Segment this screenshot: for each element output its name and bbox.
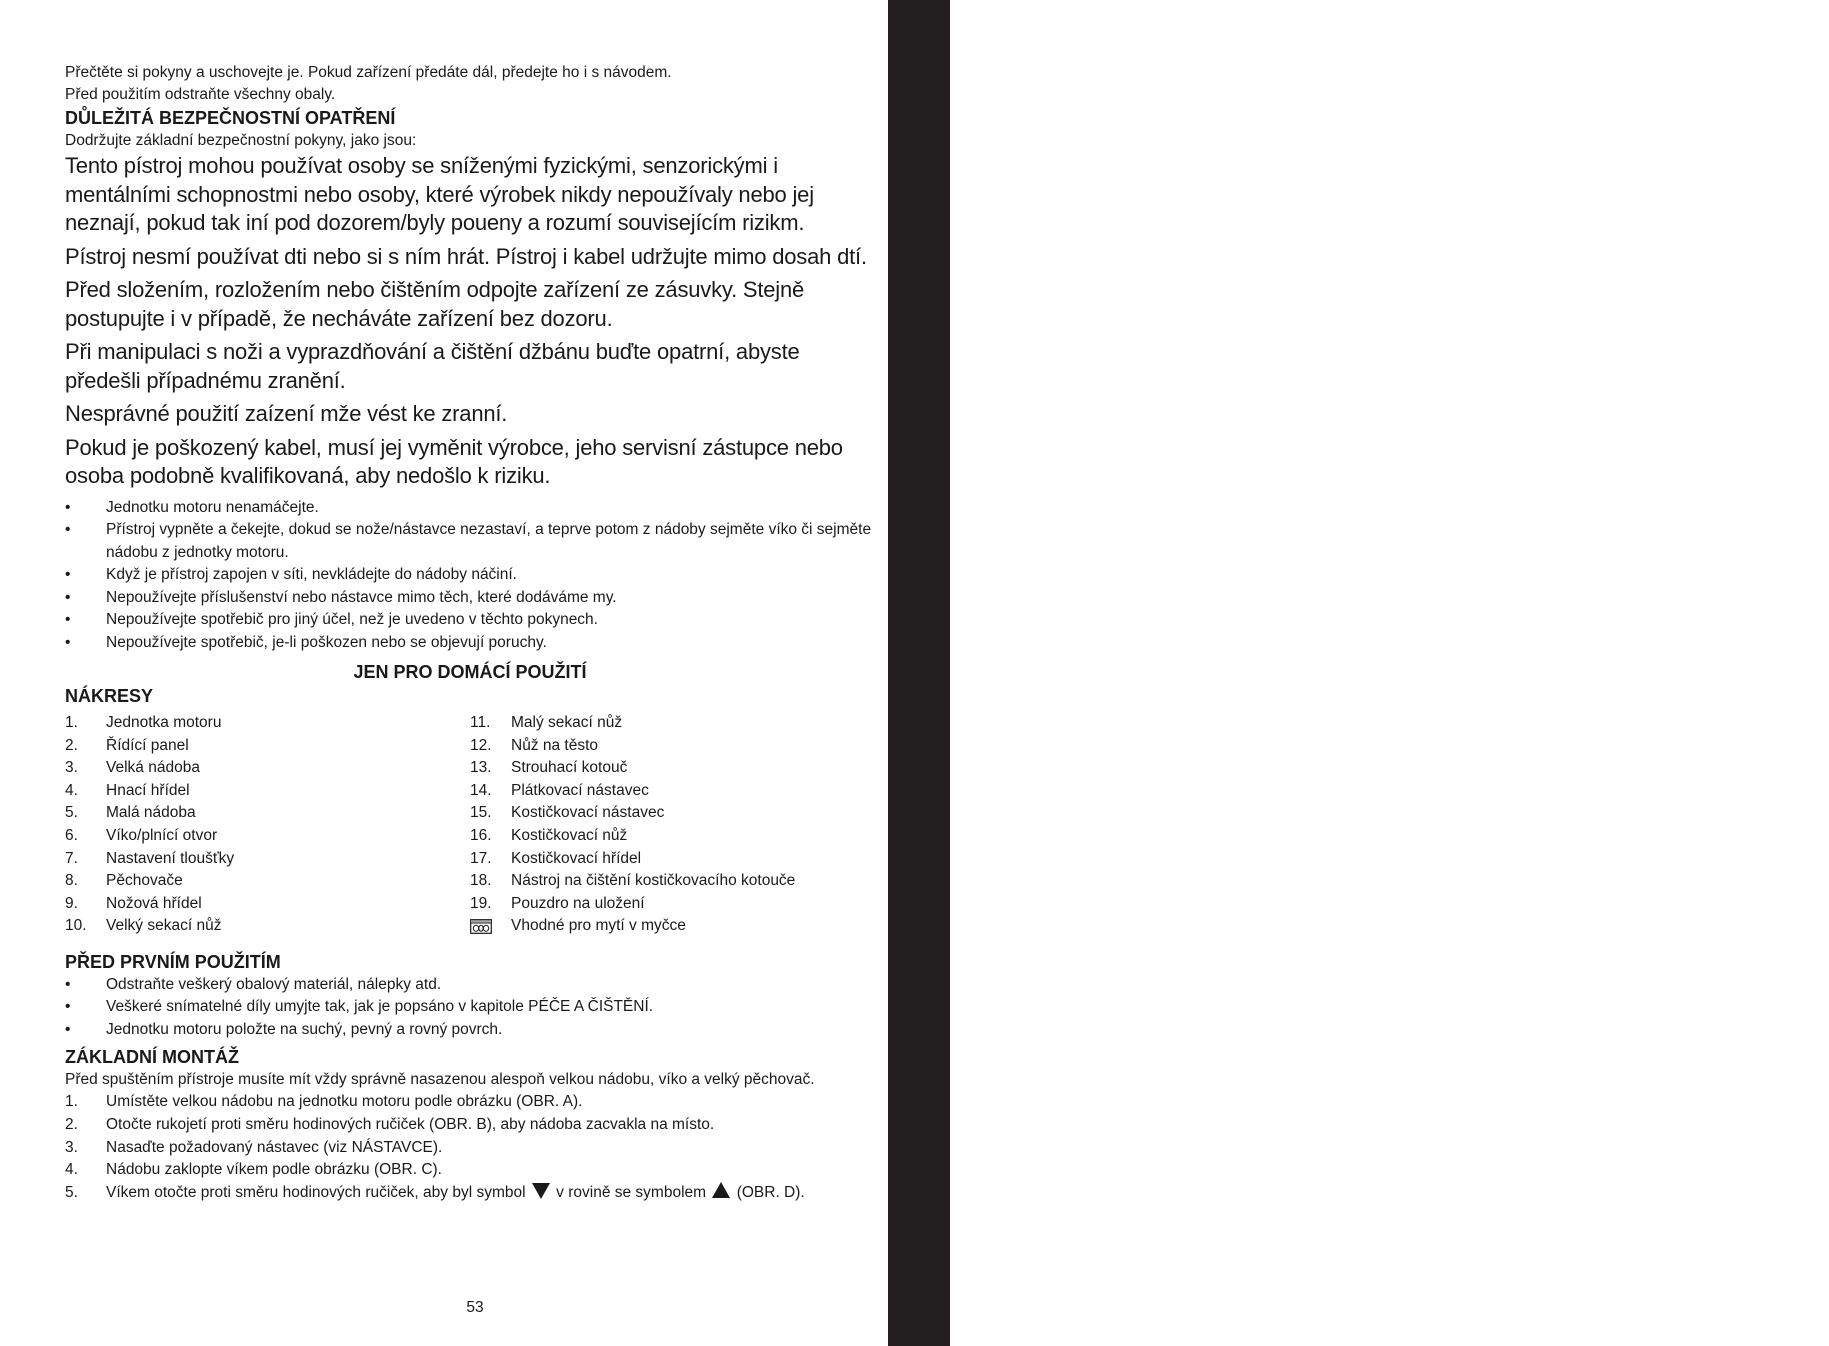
intro-line-2: Před použitím odstraňte všechny obaly. — [65, 86, 336, 103]
assembly-intro: Před spuštěním přístroje musíte mít vždy správně nasazenou alespoň velkou nádobu, víko a velký pěchovač. — [65, 1071, 815, 1089]
list-item: • Jednotku motoru nenamáčejte. — [65, 497, 875, 520]
list-item: 1. Jednotka motoru — [65, 714, 222, 731]
safety-paragraph-3: Před složením, rozložením nebo čištěním odpojte zařízení ze zásuvky. Stejně postupujte i v případě, že necháváte zařízení bez dozoru. — [65, 277, 805, 331]
bullet-icon: • — [65, 975, 71, 993]
list-item: 16. Kostičkovací nůž — [470, 826, 628, 844]
drawings-right-column — [470, 712, 875, 938]
bullet-icon: • — [65, 566, 71, 583]
list-item: 6. Víko/plnící otvor — [65, 826, 218, 844]
list-item: 13. Strouhací kotouč — [470, 759, 628, 777]
bullet-icon: • — [65, 1020, 71, 1038]
safety-paragraph-6: Pokud je poškozený kabel, musí jej vyměnit výrobce, jeho servisní zástupce nebo osoba podobně kvalifikovaná, aby nedošlo k riziku. — [65, 434, 843, 488]
list-item — [470, 915, 875, 938]
safety-subheading: Dodržujte základní bezpečnostní pokyny, jako jsou: — [65, 132, 417, 149]
list-item: 12. Nůž na těsto — [470, 736, 599, 754]
first-use-bullets — [65, 974, 875, 1042]
list-item: 9. Nožová hřídel — [65, 894, 202, 912]
list-item: 5. Víkem otočte proti směru hodinových ručiček, aby byl symbol v rovině se symbolem (OBR. D). — [65, 1183, 805, 1201]
list-item: 2. Řídící panel — [65, 736, 189, 754]
list-item: 14. Plátkovací nástavec — [470, 781, 649, 799]
list-item: 4. Nádobu zaklopte víkem podle obrázku (OBR. C). — [65, 1161, 442, 1179]
assembly-heading: ZÁKLADNÍ MONTÁŽ — [65, 1047, 239, 1068]
list-item: • Když je přístroj zapojen v síti, nevkládejte do nádoby náčiní. — [65, 564, 875, 587]
list-item: • Veškeré snímatelné díly umyjte tak, jak je popsáno v kapitole PÉČE A ČIŠTĚNÍ. — [65, 996, 875, 1019]
bullet-icon: • — [65, 588, 71, 606]
bullet-icon: • — [65, 521, 71, 538]
triangle-up-icon — [712, 1182, 730, 1198]
list-item: 8. Pěchovače — [65, 872, 183, 890]
triangle-down-icon — [532, 1183, 550, 1199]
list-item: 3. Velká nádoba — [65, 759, 200, 777]
list-item: 3. Nasaďte požadovaný nástavec (viz NÁSTAVCE). — [65, 1138, 443, 1156]
list-item: • Nepoužívejte spotřebič, je-li poškozen nebo se objevují poruchy. — [65, 632, 875, 655]
safety-paragraph-4: Při manipulaci s noži a vyprazdňování a čištění džbánu buďte opatrní, abyste předešli případnému zranění. — [65, 339, 800, 393]
list-item: 11. Malý sekací nůž — [470, 714, 623, 731]
list-item: 7. Nastavení tloušťky — [65, 849, 235, 867]
list-item: 2. Otočte rukojetí proti směru hodinových ručiček (OBR. B), aby nádoba zacvakla na místo. — [65, 1116, 715, 1134]
bullet-icon: • — [65, 998, 71, 1016]
safety-heading: DŮLEŽITÁ BEZPEČNOSTNÍ OPATŘENÍ — [65, 108, 396, 128]
list-item: 15. Kostičkovací nástavec — [470, 804, 665, 822]
list-item: 5. Malá nádoba — [65, 804, 196, 822]
list-item: 18. Nástroj na čištění kostičkovacího kotouče — [470, 872, 796, 890]
domestic-use-heading: JEN PRO DOMÁCÍ POUŽITÍ — [353, 662, 587, 682]
list-item: 19. Pouzdro na uložení — [470, 894, 645, 912]
list-item: 4. Hnací hřídel — [65, 781, 190, 799]
list-item: 1. Umístěte velkou nádobu na jednotku motoru podle obrázku (OBR. A). — [65, 1093, 583, 1111]
bullet-icon: • — [65, 498, 71, 516]
drawings-left-column — [65, 712, 470, 938]
list-item: • Nepoužívejte příslušenství nebo nástavce mimo těch, které dodáváme my. — [65, 587, 875, 610]
bullet-icon: • — [65, 633, 71, 651]
safety-bullets — [65, 497, 875, 655]
assembly-steps — [65, 1091, 875, 1204]
intro-line-1: Přečtěte si pokyny a uschovejte je. Pokud zařízení předáte dál, předejte ho i s návodem. — [65, 64, 672, 81]
bullet-icon: • — [65, 611, 71, 628]
list-item: 10. Velký sekací nůž — [65, 917, 222, 935]
list-item: 17. Kostičkovací hřídel — [470, 849, 642, 867]
list-item: • Jednotku motoru položte na suchý, pevný a rovný povrch. — [65, 1019, 875, 1042]
safety-paragraph-5: Nesprávné použití zaízení mže vést ke zranní. — [65, 401, 508, 426]
list-item: • Odstraňte veškerý obalový materiál, nálepky atd. — [65, 974, 875, 997]
drawings-heading: NÁKRESY — [65, 686, 154, 706]
dishwasher-label: Vhodné pro mytí v myčce — [511, 917, 686, 935]
dishwasher-icon — [470, 919, 492, 934]
drawings-list — [65, 712, 875, 938]
safety-paragraph-2: Pístroj nesmí používat dti nebo si s ním hrát. Pístroj i kabel udržujte mimo dosah dtí. — [65, 243, 867, 269]
page-content — [65, 62, 875, 1204]
safety-paragraph-1: Tento pístroj mohou používat osoby se sníženými fyzickými, senzorickými i mentálními schopnostmi nebo osoby, které výrobek nikdy nepoužívaly nebo jej neznají, pokud tak iní pod dozorem/byly poueny a rozumí souvisejícím rizikm. — [65, 153, 814, 235]
list-item: • Přístroj vypněte a čekejte, dokud se nože/nástavce nezastaví, a teprve potom z nádoby sejměte víko či sejměte nádobu z jednotky motoru. — [65, 521, 872, 561]
list-item: • Nepoužívejte spotřebič pro jiný účel, než je uvedeno v těchto pokynech. — [65, 609, 875, 632]
side-tab — [888, 0, 1829, 1346]
first-use-heading: PŘED PRVNÍM POUŽITÍM — [65, 951, 281, 972]
side-tab-title: pokyny (Čeština) — [1786, 53, 1829, 347]
page-number: 53 — [466, 1299, 484, 1316]
